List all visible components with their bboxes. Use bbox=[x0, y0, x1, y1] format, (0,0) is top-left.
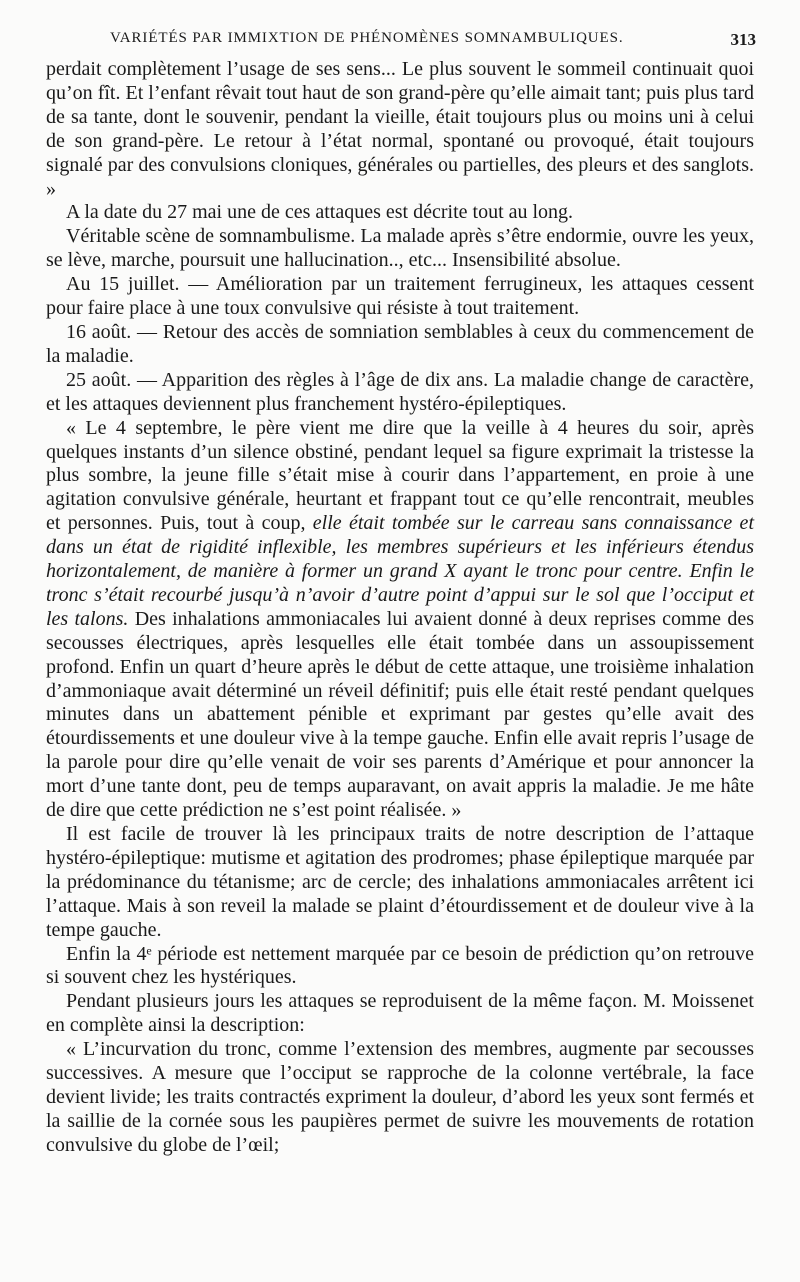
paragraph bbox=[46, 990, 754, 1038]
running-head: VARIÉTÉS PAR IMMIXTION DE PHÉNOMÈNES SOMNAMBULIQUES. bbox=[110, 30, 624, 46]
text-run: Des inhalations ammoniacales lui avaient donné à deux reprises comme des secousses électriques, après lesquelles elle était tombée dans un assoupissement profond. Enfin un quart d’heure après le début de cette attaque, une troisième inhalation d’ammoniaque avait déterminé un réveil définitif; puis elle était resté pendant quelques minutes dans un abattement pénible et exprimant par gestes qu’elle avait des étourdissements et une douleur vive à la tempe gauche. Enfin elle avait repris l’usage de la parole pour dire qu’elle venait de voir ses parents d’Amérique et pour annoncer la mort d’une tante dont, peu de temps auparavant, on avait appris la maladie. Je me hâte de dire que cette prédiction ne s’est point réalisée. » bbox=[46, 607, 754, 822]
paragraph bbox=[46, 321, 754, 369]
text-run: « L’incurvation du tronc, comme l’extension des membres, augmente par secousses successives. A mesure que l’occiput se rapproche de la colonne vertébrale, la face devient livide; les traits contractés expriment la douleur, d’abord les yeux sont fermés et la saillie de la cornée sous les paupières permet de suivre les mouvements de rotation convulsive du globe de l’œil; bbox=[46, 1038, 754, 1156]
text-run: Au 15 juillet. — Amélioration par un traitement ferrugineux, les attaques cessent pour faire place à une toux convulsive qui résiste à tout traitement. bbox=[46, 273, 754, 320]
paragraph bbox=[46, 417, 754, 823]
text-run: 25 août. — Apparition des règles à l’âge de dix ans. La maladie change de caractère, et les attaques deviennent plus franchement hystéro-épileptiques. bbox=[46, 368, 754, 415]
text-run: perdait complètement l’usage de ses sens... Le plus souvent le sommeil continuait quoi qu’on fît. Et l’enfant rêvait tout haut de son grand-père qu’elle aimait tant; puis plus tard de sa tante, dont le souvenir, pendant la vieille, était toujours plus ou moins uni à celui de son grand-père. Le retour à l’état normal, spontané ou provoqué, était toujours signalé par des convulsions cloniques, générales ou partielles, des pleurs et des sanglots. » bbox=[46, 58, 754, 200]
text-run: « Le 4 septembre, le père vient me dire que la veille à 4 heures du soir, après quelques instants d’un silence obstiné, pendant lequel sa figure exprimait la tristesse la plus sombre, la jeune fille s’était mise à courir dans l’appartement, en proie à une agitation convulsive générale, heurtant et frappant tout ce qu’elle rencontrait, meubles et personnes. Puis, tout à coup, bbox=[46, 416, 754, 535]
paragraph bbox=[46, 369, 754, 417]
paragraph bbox=[46, 273, 754, 321]
page-number: 313 bbox=[730, 30, 756, 49]
text-run: Véritable scène de somnambulisme. La malade après s’être endormie, ouvre les yeux, se lève, marche, poursuit une hallucination.., etc... Insensibilité absolue. bbox=[46, 225, 754, 272]
paragraph bbox=[46, 823, 754, 943]
text-run: 16 août. — Retour des accès de somniation semblables à ceux du commencement de la maladie. bbox=[46, 320, 754, 367]
text-run: A la date du 27 mai une de ces attaques est décrite tout au long. bbox=[66, 201, 574, 224]
italic-text-run: elle était tombée sur le carreau sans connaissance et dans un état de rigidité inflexible, les membres supérieurs et les inférieurs étendus horizontalement, de manière à former un grand X ayant le tronc pour centre. Enfin le tronc s’était recourbé jusqu’à n’avoir d’autre point d’appui sur le sol que l’occiput et les talons. bbox=[46, 512, 754, 630]
text-run: Pendant plusieurs jours les attaques se reproduisent de la même façon. M. Moissenet en complète ainsi la description: bbox=[46, 990, 754, 1037]
page-header bbox=[46, 30, 756, 54]
text-run: Il est facile de trouver là les principaux traits de notre description de l’attaque hystéro-épileptique: mutisme et agitation des prodromes; phase épileptique marquée par la prédominance du tétanisme; arc de cercle; des inhalations ammoniacales arrêtent ici l’attaque. Mais à son reveil la malade se plaint d’étourdissement et de douleur vive à la tempe gauche. bbox=[46, 823, 754, 941]
body-text bbox=[46, 58, 754, 1158]
paragraph bbox=[46, 58, 754, 201]
paragraph bbox=[46, 201, 754, 225]
paragraph bbox=[46, 1038, 754, 1158]
paragraph bbox=[46, 943, 754, 991]
paragraph bbox=[46, 225, 754, 273]
text-run: Enfin la 4ᵉ période est nettement marquée par ce besoin de prédiction qu’on retrouve si souvent chez les hystériques. bbox=[46, 942, 754, 989]
